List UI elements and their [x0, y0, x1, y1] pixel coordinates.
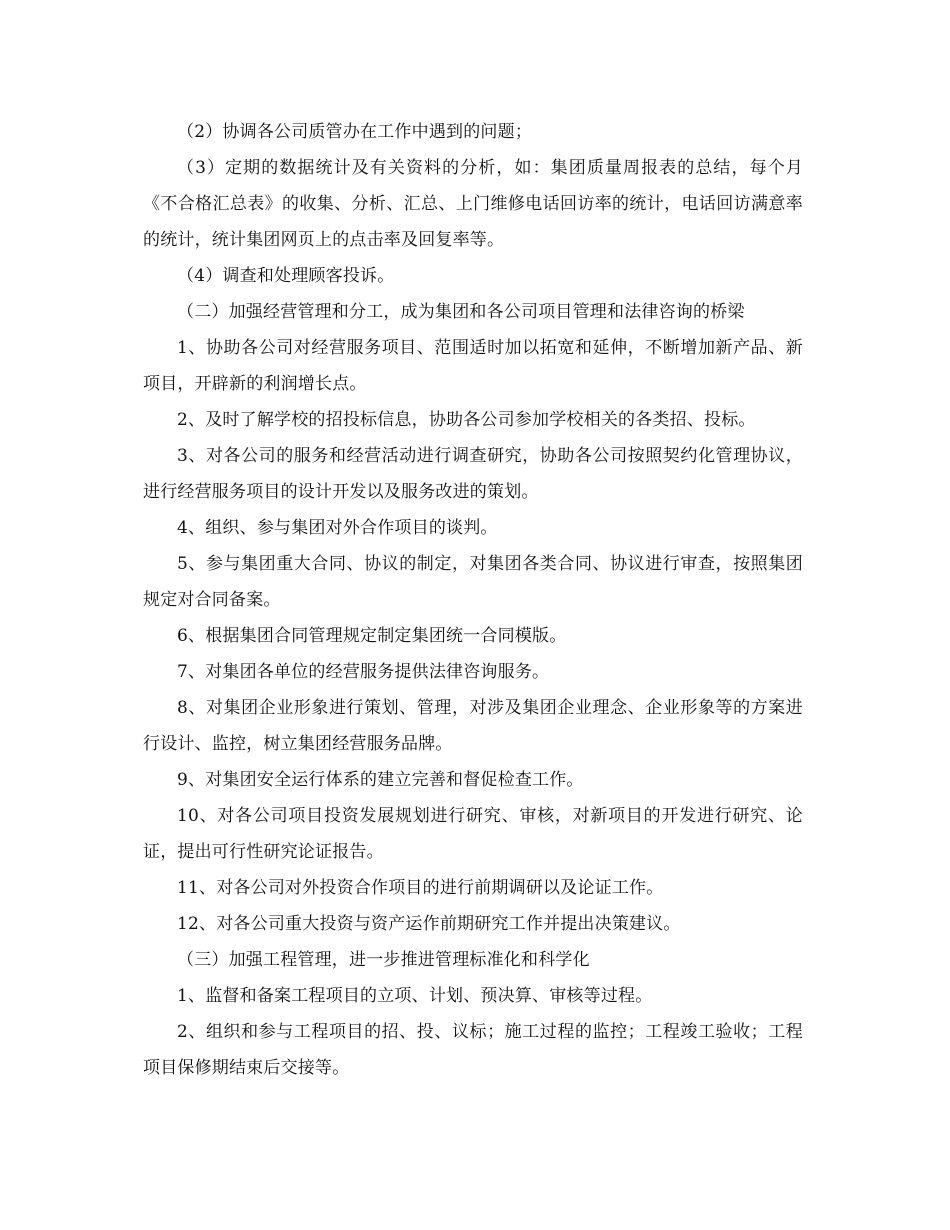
engineering-item-2: 2、组织和参与工程项目的招、投、议标；施工过程的监控；工程竣工验收；工程项目保修期结束后交接等。: [143, 1022, 803, 1078]
list-item-4: 4、组织、参与集团对外合作项目的谈判。: [177, 518, 498, 538]
list-item-7: 7、对集团各单位的经营服务提供法律咨询服务。: [177, 662, 550, 682]
paragraph-item-3: （3）定期的数据统计及有关资料的分析，如：集团质量周报表的总结，每个月《不合格汇总表》的收集、分析、汇总、上门维修电话回访率的统计，电话回访满意率的统计，统计集团网页上的点击率及回复率等。: [143, 158, 803, 250]
section-heading-2: （二）加强经营管理和分工，成为集团和各公司项目管理和法律咨询的桥梁: [177, 302, 745, 322]
list-item-9: 9、对集团安全运行体系的建立完善和督促检查工作。: [177, 770, 584, 790]
list-item-1: 1、协助各公司对经营服务项目、范围适时加以拓宽和延伸，不断增加新产品、新项目，开辟新的利润增长点。: [143, 338, 803, 394]
list-item-11: 11、对各公司对外投资合作项目的进行前期调研以及论证工作。: [177, 878, 664, 898]
document-body: [143, 114, 803, 1086]
list-item-12: 12、对各公司重大投资与资产运作前期研究工作并提出决策建议。: [177, 914, 681, 934]
list-item-10: 10、对各公司项目投资发展规划进行研究、审核，对新项目的开发进行研究、论证，提出可行性研究论证报告。: [143, 806, 803, 862]
list-item-3: 3、对各公司的服务和经营活动进行调查研究，协助各公司按照契约化管理协议，进行经营服务项目的设计开发以及服务改进的策划。: [143, 446, 803, 502]
section-heading-3: （三）加强工程管理，进一步推进管理标准化和科学化: [177, 950, 590, 970]
list-item-5: 5、参与集团重大合同、协议的制定，对集团各类合同、协议进行审查，按照集团规定对合同备案。: [143, 554, 803, 610]
list-item-2: 2、及时了解学校的招投标信息，协助各公司参加学校相关的各类招、投标。: [177, 410, 756, 430]
engineering-item-1: 1、监督和备案工程项目的立项、计划、预决算、审核等过程。: [177, 986, 653, 1006]
list-item-6: 6、根据集团合同管理规定制定集团统一合同模版。: [177, 626, 567, 646]
list-item-8: 8、对集团企业形象进行策划、管理，对涉及集团企业理念、企业形象等的方案进行设计、监控，树立集团经营服务品牌。: [143, 698, 803, 754]
paragraph-item-2: （2）协调各公司质管办在工作中遇到的问题；: [177, 122, 533, 142]
paragraph-item-4: （4）调查和处理顾客投诉。: [177, 266, 395, 286]
